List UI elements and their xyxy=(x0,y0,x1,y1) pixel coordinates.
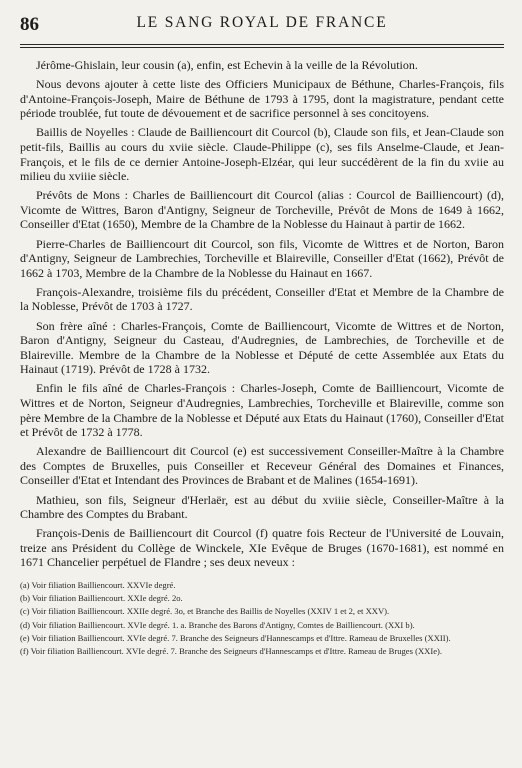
paragraph: François-Alexandre, troisième fils du précédent, Conseiller d'Etat et Membre de la Chambre de la Noblesse, Prévôt de 1703 à 1727. xyxy=(20,284,504,314)
paragraph: Mathieu, son fils, Seigneur d'Herlaër, est au début du xviiie siècle, Conseiller-Maître à la Chambre des Comptes du Brabant. xyxy=(20,492,504,522)
footnote: (c) Voir filiation Bailliencourt. XXIIe degré. 3o, et Branche des Baillis de Noyelles (XXIV 1 et 2, et XXV). xyxy=(20,606,390,617)
page-header xyxy=(20,14,504,42)
footnote: (f) Voir filiation Bailliencourt. XVIe degré. 7. Branche des Seigneurs d'Hannescamps et d'Ittre. Rameau de Bruges (XXIe). xyxy=(20,645,443,656)
footnotes xyxy=(20,580,504,657)
paragraph: Jérôme-Ghislain, leur cousin (a), enfin, est Echevin à la veille de la Révolution. xyxy=(36,58,418,72)
paragraph: Pierre-Charles de Bailliencourt dit Courcol, son fils, Vicomte de Wittres et de Norton, Baron d'Antigny, Seigneur de Lambrechies, Torcheville et Blaireville, Conseiller d'Etat (1662), Prévôt de 1662 à 1703, Membre de la Chambre de la Noblesse du Hainaut en 1667. xyxy=(20,236,504,280)
footnote: (a) Voir filiation Bailliencourt. XXVIe degré. xyxy=(20,580,176,590)
running-title: LE SANG ROYAL DE FRANCE xyxy=(136,14,388,31)
paragraph: Nous devons ajouter à cette liste des Officiers Municipaux de Béthune, Charles-François, fils d'Antoine-François-Joseph, Maire de Béthune de 1793 à 1795, dont la magistrature, pendant cette période troublée, fut toute de dévouement et de sacrifice personnel à ses concitoyens. xyxy=(20,77,504,121)
footnote: (b) Voir filiation Bailliencourt. XXIe degré. 2o. xyxy=(20,593,183,604)
paragraph: Enfin le fils aîné de Charles-François : Charles-Joseph, Comte de Bailliencourt, Vicomte de Wittres et de Norton, Seigneur d'Audregnies, Lambrechies, Torcheville et Blaireville, comme son père Membre de la Chambre de la Noblesse et Député aux Etats du Hainaut (1760), Conseiller d'Etat et Prévôt de 1732 à 1778. xyxy=(20,381,504,440)
footnote: (e) Voir filiation Bailliencourt. XVIe degré. 7. Branche des Seigneurs d'Hannescamps et d'Ittre. Rameau de Bruxelles (XXII). xyxy=(20,632,451,643)
paragraph: Baillis de Noyelles : Claude de Bailliencourt dit Courcol (b), Claude son fils, et Jean-Claude son petit-fils, Baillis au cours du xviie siècle. Claude-Philippe (c), ses fils Anselme-Claude, et Jean-François, et le fils de ce dernier Antoine-Joseph-Elzéar, qui leur succédèrent de la fin du xviie au milieu du xviiie siècle. xyxy=(20,125,504,184)
header-rule-thin xyxy=(20,47,504,48)
footnote: (d) Voir filiation Bailliencourt. XVIe degré. 1. a. Branche des Barons d'Antigny, Comtes de Bailliencourt. (XXI b). xyxy=(20,619,415,630)
paragraph: Alexandre de Bailliencourt dit Courcol (e) est successivement Conseiller-Maître à la Chambre des Comptes de Bruxelles, puis Conseiller et Receveur Général des Domaines et Finances, Conseiller d'Etat et Intendant des Provinces de Brabant et de Malines (1654-1691). xyxy=(20,444,504,488)
paragraph: Son frère aîné : Charles-François, Comte de Bailliencourt, Vicomte de Wittres et de Norton, Baron d'Antigny, Seigneur du Casteau, d'Audregnies, de Lambrechies, de Torcheville et de Blaireville. Membre de la Chambre de la Noblesse et Député de cette Assemblée aux Etats du Hainaut (1719). Prévôt de 1728 à 1732. xyxy=(20,318,504,377)
paragraph: Prévôts de Mons : Charles de Bailliencourt dit Courcol (alias : Courcol de Bailliencourt) (d), Vicomte de Wittres, Baron d'Antigny, Seigneur de Torcheville, Prévôt de Mons de 1649 à 1662, Conseiller d'Etat (1650), Membre de la Chambre de la Noblesse du Hainaut à partir de 1662. xyxy=(20,188,504,232)
header-rule xyxy=(20,44,504,45)
paragraph: François-Denis de Bailliencourt dit Courcol (f) quatre fois Recteur de l'Université de Louvain, treize ans Président du Collège de Winckele, XIe Evêque de Bruges (1670-1681), est nommé en 1671 Chancelier perpétuel de Flandre ; ses deux neveux : xyxy=(20,526,504,570)
body-text xyxy=(20,58,504,570)
page-number: 86 xyxy=(20,14,39,35)
